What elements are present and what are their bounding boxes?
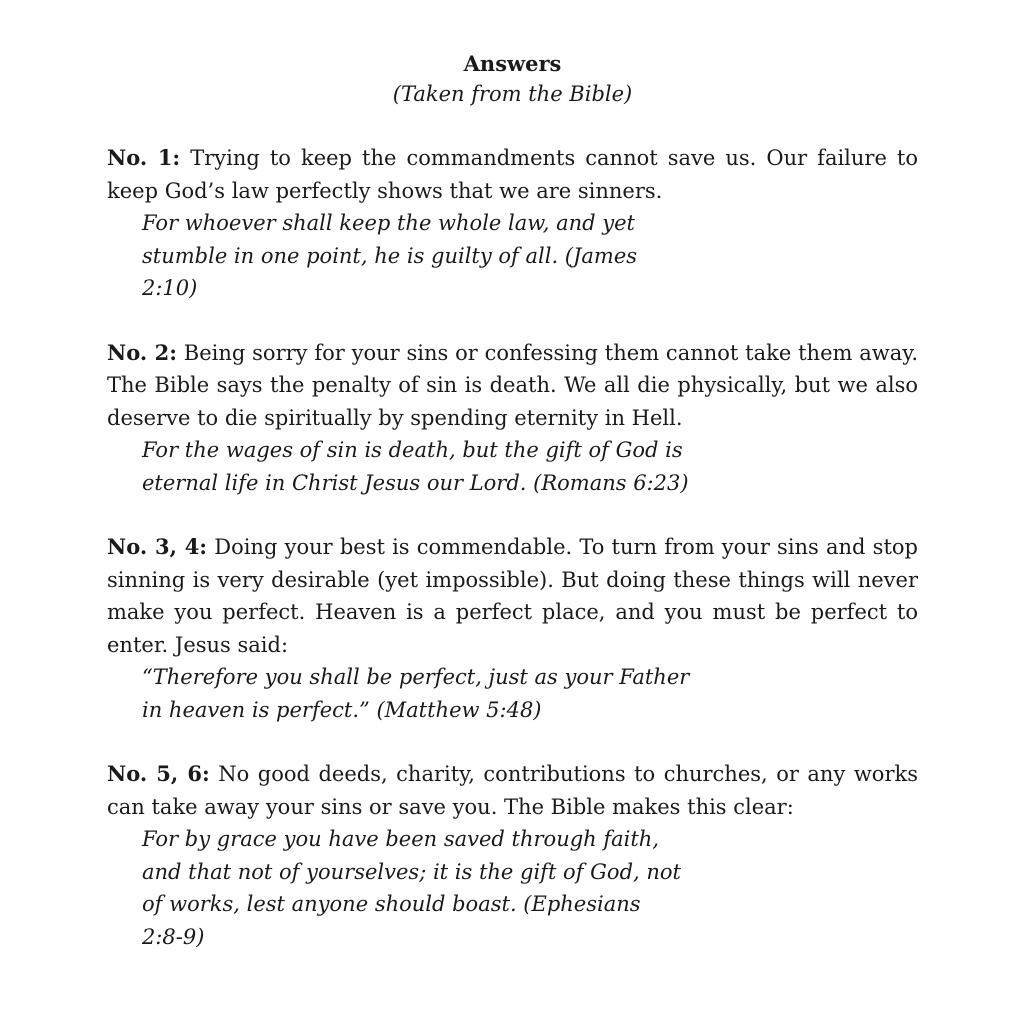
page-subtitle: (Taken from the Bible) bbox=[392, 82, 633, 106]
answer-paragraph bbox=[107, 337, 918, 435]
answer-paragraph bbox=[107, 531, 918, 661]
answer-section-3 bbox=[107, 531, 918, 726]
scripture-quote: For by grace you have been saved through faith, and that not of yourselves; it is the gift of God, not of works, lest anyone should boast. (Ephesians 2:8-9) bbox=[142, 827, 681, 949]
scripture-quote: “Therefore you shall be perfect, just as your Father in heaven is perfect.” (Matthew 5:48) bbox=[142, 665, 690, 722]
answer-section-1 bbox=[107, 142, 918, 305]
answer-paragraph bbox=[107, 142, 918, 207]
answer-label: No. 5, 6: bbox=[107, 761, 210, 786]
scripture-quote: For the wages of sin is death, but the gift of God is eternal life in Christ Jesus our Lord. (Romans 6:23) bbox=[142, 438, 689, 495]
answer-label: No. 2: bbox=[107, 339, 177, 365]
answer-paragraph bbox=[107, 758, 918, 823]
answer-text: Doing your best is commendable. To turn from your sins and stop sinning is very desirable (yet impossible). But doing these things will never make you perfect. Heaven is a perfect place, and you must be perfect to enter. Jesus said: bbox=[107, 535, 918, 657]
answer-text: Trying to keep the commandments cannot save us. Our failure to keep God’s law perfectly shows that we are sinners. bbox=[107, 146, 919, 203]
answer-label: No. 1: bbox=[107, 145, 181, 170]
scripture-quote: For whoever shall keep the whole law, and yet stumble in one point, he is guilty of all. (James 2:10) bbox=[142, 211, 638, 300]
answer-section-2 bbox=[107, 337, 918, 500]
page-title: Answers bbox=[463, 51, 562, 76]
answer-section-4 bbox=[107, 758, 918, 953]
answer-label: No. 3, 4: bbox=[107, 534, 208, 559]
answer-text: No good deeds, charity, contributions to churches, or any works can take away your sins or save you. The Bible makes this clear: bbox=[107, 762, 918, 819]
answer-text: Being sorry for your sins or confessing them cannot take them away. The Bible says the penalty of sin is death. We all die physically, but we also deserve to die spiritually by spending eternity in Hell. bbox=[107, 340, 918, 430]
